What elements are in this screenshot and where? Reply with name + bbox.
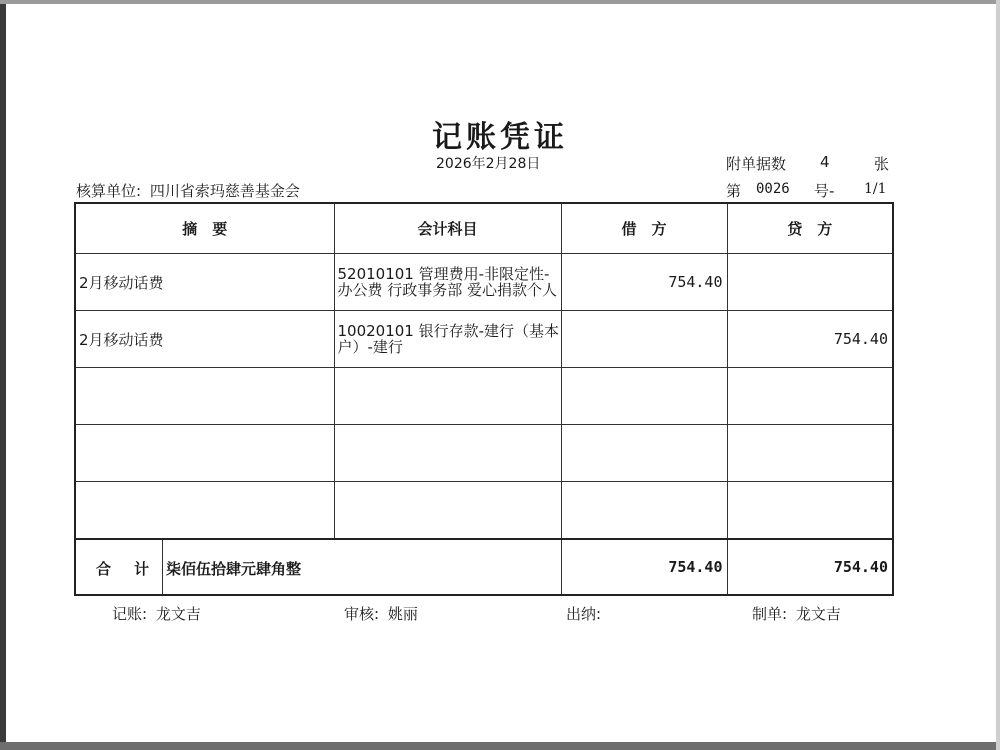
preparer-name: 龙文吉 [795,605,841,623]
voucher-number-suffix: 号- [814,182,835,200]
row-debit [561,311,727,368]
row-credit [727,368,893,425]
reviewer-name: 姚丽 [387,605,418,623]
row-debit [561,368,727,425]
total-row [75,539,893,595]
row-summary: 2月移动话费 [75,311,334,368]
total-label-cell [75,539,561,595]
row-account: 52010101 管理费用-非限定性-办公费 行政事务部 爱心捐款个人 [334,254,561,311]
reviewer-label: 审核: [344,605,380,623]
signature-cashier [566,603,601,624]
signature-bookkeeper [112,603,201,624]
row-summary [75,425,334,482]
row-account [334,425,561,482]
row-debit [561,425,727,482]
voucher-title: 记账凭证 [432,120,568,155]
total-divider [162,540,163,594]
accounting-unit [76,180,300,201]
col-account: 会计科目 [334,203,561,254]
total-debit: 754.40 [561,539,727,595]
header-row [75,203,893,254]
cashier-label: 出纳: [566,605,602,623]
row-account [334,368,561,425]
row-credit [727,482,893,540]
attachment-label: 附单据数 [726,155,787,173]
preparer-label: 制单: [752,605,788,623]
table-row [75,311,893,368]
row-credit [727,254,893,311]
row-credit: 754.40 [727,311,893,368]
bookkeeper-name: 龙文吉 [155,605,201,623]
bookkeeper-label: 记账: [112,605,148,623]
total-label-2: 计 [134,560,150,578]
table-row [75,482,893,540]
row-debit: 754.40 [561,254,727,311]
row-account: 10020101 银行存款-建行（基本户）-建行 [334,311,561,368]
col-credit: 贷 方 [727,203,893,254]
voucher-number [726,180,890,201]
total-credit: 754.40 [727,539,893,595]
attachment-info [726,153,890,174]
table-row [75,425,893,482]
voucher-page: 1/1 [864,181,887,197]
signature-reviewer [344,603,418,624]
attachment-count: 4 [820,153,830,171]
table-row [75,254,893,311]
attachment-unit: 张 [874,155,890,173]
total-in-words: 柒佰伍拾肆元肆角整 [166,560,302,578]
row-account [334,482,561,540]
accounting-unit-name: 四川省索玛慈善基金会 [149,182,300,200]
col-summary: 摘 要 [75,203,334,254]
total-label-1: 合 [96,560,112,578]
row-summary: 2月移动话费 [75,254,334,311]
accounting-unit-label: 核算单位: [76,182,142,200]
col-debit: 借 方 [561,203,727,254]
voucher-table [74,202,894,596]
row-summary [75,368,334,425]
signature-preparer [752,603,841,624]
voucher-date: 2026年2月28日 [436,156,541,172]
row-debit [561,482,727,540]
voucher-number-value: 0026 [756,181,790,197]
row-credit [727,425,893,482]
row-summary [75,482,334,540]
table-row [75,368,893,425]
voucher-number-prefix: 第 [726,182,742,200]
